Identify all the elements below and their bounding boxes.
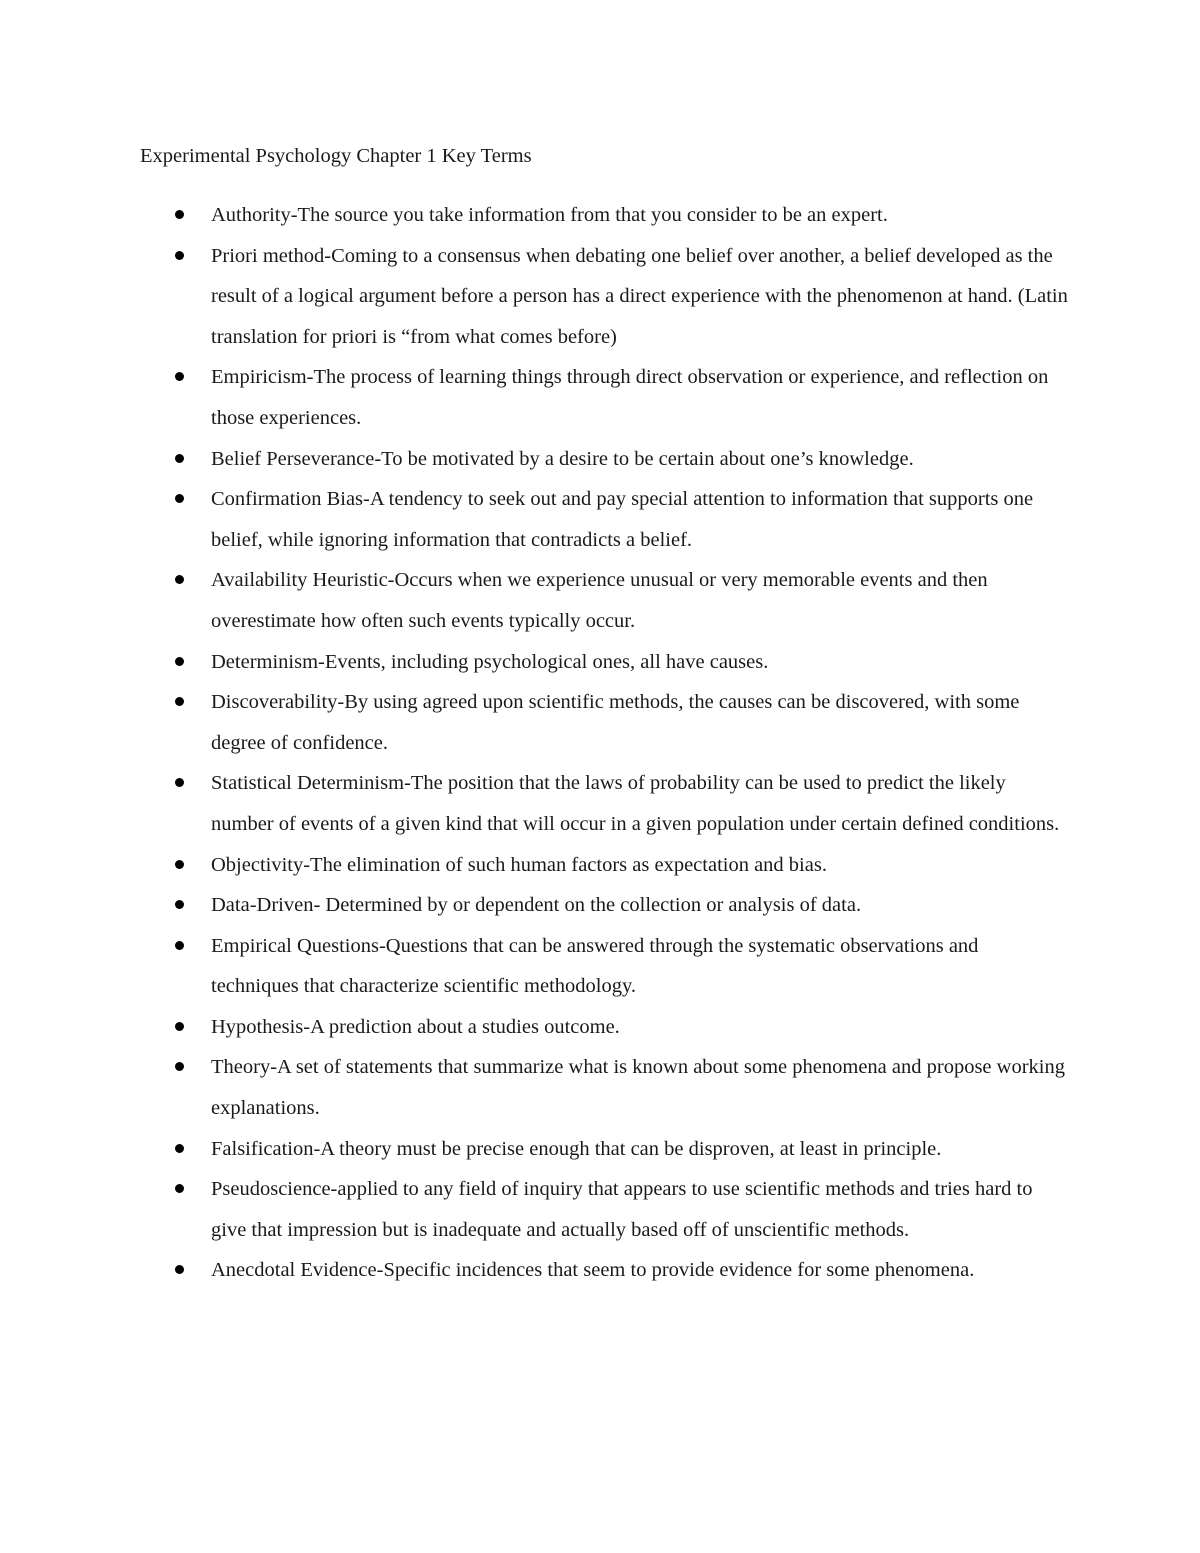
bullet-icon — [175, 1144, 184, 1153]
term-text: Objectivity-The elimination of such human factors as expectation and bias. — [211, 853, 827, 876]
bullet-icon — [175, 494, 184, 503]
bullet-icon — [175, 941, 184, 950]
term-text: Availability Heuristic-Occurs when we experience unusual or very memorable events and then overestimate how often such events typically occur. — [211, 569, 988, 632]
term-text: Confirmation Bias-A tendency to seek out and pay special attention to information that supports one belief, while ignoring information that contradicts a belief. — [211, 488, 1034, 551]
bullet-icon — [175, 454, 184, 463]
bullet-icon — [175, 575, 184, 584]
term-item — [0, 560, 1071, 641]
bullet-icon — [175, 900, 184, 909]
term-text: Falsification-A theory must be precise enough that can be disproven, at least in principle. — [211, 1137, 942, 1160]
term-text: Empirical Questions-Questions that can be answered through the systematic observations and techniques that characterize scientific methodology. — [211, 934, 979, 998]
term-text: Pseudoscience-applied to any field of inquiry that appears to use scientific methods and tries hard to give that impression but is inadequate and actually based off of unscientific methods. — [211, 1178, 1033, 1241]
term-text: Belief Perseverance-To be motivated by a desire to be certain about one’s knowledge. — [211, 447, 914, 470]
term-text: Hypothesis-A prediction about a studies outcome. — [211, 1015, 620, 1038]
bullet-icon — [175, 210, 184, 219]
term-text: Discoverability-By using agreed upon scientific methods, the causes can be discovered, with some degree of confidence. — [211, 691, 1020, 754]
bullet-icon — [175, 697, 184, 706]
term-item — [0, 357, 1071, 438]
term-text: Priori method-Coming to a consensus when debating one belief over another, a belief developed as the result of a logical argument before a person has a direct experience with the phenomenon at hand. (Latin translation for priori is “from what comes before) — [211, 244, 1068, 348]
term-text: Data-Driven- Determined by or dependent on the collection or analysis of data. — [211, 894, 862, 917]
term-item — [0, 926, 1071, 1007]
key-terms-list — [0, 195, 1200, 1291]
term-item — [0, 439, 1071, 480]
document-title: Experimental Psychology Chapter 1 Key Terms — [140, 145, 532, 167]
term-item — [0, 1250, 1071, 1291]
term-item — [0, 885, 1071, 926]
term-item — [0, 479, 1071, 560]
term-item — [0, 1047, 1071, 1128]
term-item — [0, 682, 1071, 763]
bullet-icon — [175, 1265, 184, 1274]
bullet-icon — [175, 372, 184, 381]
bullet-icon — [175, 1022, 184, 1031]
term-item — [0, 763, 1071, 844]
term-text: Statistical Determinism-The position that the laws of probability can be used to predict the likely number of events of a given kind that will occur in a given population under certain defined conditions. — [211, 772, 1060, 835]
bullet-icon — [175, 1184, 184, 1193]
term-item — [0, 236, 1071, 358]
bullet-icon — [175, 860, 184, 869]
bullet-icon — [175, 778, 184, 787]
term-item — [0, 1129, 1071, 1170]
term-text: Anecdotal Evidence-Specific incidences that seem to provide evidence for some phenomena. — [211, 1259, 975, 1282]
bullet-icon — [175, 657, 184, 666]
bullet-icon — [175, 251, 184, 260]
term-text: Authority-The source you take information from that you consider to be an expert. — [211, 204, 888, 226]
term-text: Empiricism-The process of learning things through direct observation or experience, and reflection on those experiences. — [211, 366, 1049, 429]
term-item — [0, 1007, 1071, 1048]
term-item — [0, 1169, 1071, 1250]
term-text: Determinism-Events, including psychological ones, all have causes. — [211, 650, 769, 673]
term-text: Theory-A set of statements that summarize what is known about some phenomena and propose working explanations. — [211, 1056, 1065, 1120]
term-item — [0, 642, 1071, 683]
term-item — [0, 845, 1071, 886]
bullet-icon — [175, 1062, 184, 1071]
term-item — [0, 195, 1071, 236]
